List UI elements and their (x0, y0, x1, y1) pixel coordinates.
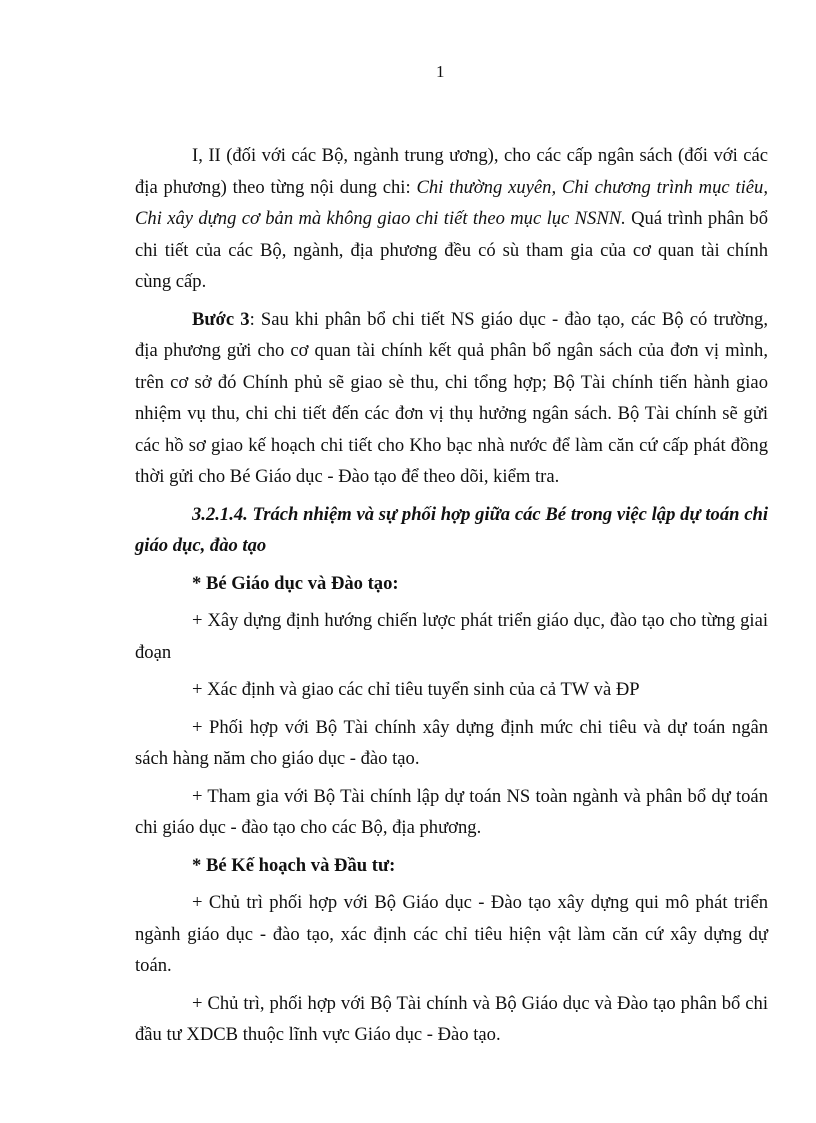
document-body (135, 140, 768, 1057)
list-item: + Xác định và giao các chỉ tiêu tuyển sinh của cả TW và ĐP (192, 679, 640, 700)
list-item: + Xây dựng định hướng chiến lược phát triển giáo dục, đào tạo cho từng giai đoạn (135, 610, 768, 663)
section-heading: 3.2.1.4. Trách nhiệm và sự phối hợp giữa các Bé trong việc lập dự toán chi giáo dục, đào tạo (135, 503, 768, 556)
paragraph-italic-text: Chi thường xuyên, Chi chương trình mục tiêu, Chi xây dựng cơ bản mà không giao chi tiết theo mục lục NSNN. (135, 176, 768, 229)
list-item: + Chủ trì phối hợp với Bộ Giáo dục - Đào tạo xây dựng qui mô phát triển ngành giáo dục - đào tạo, xác định các chỉ tiêu hiện vật làm căn cứ xây dựng dự toán. (135, 892, 768, 976)
page-number: 1 (436, 62, 445, 81)
step-label: Bước 3 (192, 308, 250, 330)
paragraph-text: Quá trình phân bổ chi tiết của các Bộ, ngành, địa phương đều có sù tham gia của cơ quan tài chính cùng cấp. (135, 208, 768, 292)
paragraph-allocation (135, 140, 768, 298)
list-item: + Tham gia với Bộ Tài chính lập dự toán NS toàn ngành và phân bổ dự toán chi giáo dục - đào tạo cho các Bộ, địa phương. (135, 785, 768, 838)
paragraph-text: I, II (đối với các Bộ, ngành trung ương), cho các cấp ngân sách (đối với các địa phương) theo từng nội dung chi: (135, 145, 768, 198)
list-item: + Chủ trì, phối hợp với Bộ Tài chính và Bộ Giáo dục và Đào tạo phân bổ chi đầu tư XDCB thuộc lĩnh vực Giáo dục - Đào tạo. (135, 992, 768, 1045)
list-item: + Phối hợp với Bộ Tài chính xây dựng định mức chi tiêu và dự toán ngân sách hàng năm cho giáo dục - đào tạo. (135, 716, 768, 769)
group-heading-education-ministry: * Bé Giáo dục và Đào tạo: (192, 572, 399, 594)
paragraph-text: : Sau khi phân bổ chi tiết NS giáo dục - đào tạo, các Bộ có trường, địa phương gửi cho cơ quan tài chính kết quả phân bổ ngân sách của đơn vị mình, trên cơ sở đó Chính phủ sẽ giao sè thu, chi tổng hợp; Bộ Tài chính tiến hành giao nhiệm vụ thu, chi chi tiết đến các đơn vị thụ hưởng ngân sách. Bộ Tài chính sẽ gửi các hồ sơ giao kế hoạch chi tiết cho Kho bạc nhà nước để làm căn cứ cấp phát đồng thời gửi cho Bé Giáo dục - Đào tạo để theo dõi, kiểm tra. (135, 308, 768, 487)
group-heading-planning-ministry: * Bé Kế hoạch và Đầu tư: (192, 854, 396, 876)
paragraph-step-3 (135, 304, 768, 493)
